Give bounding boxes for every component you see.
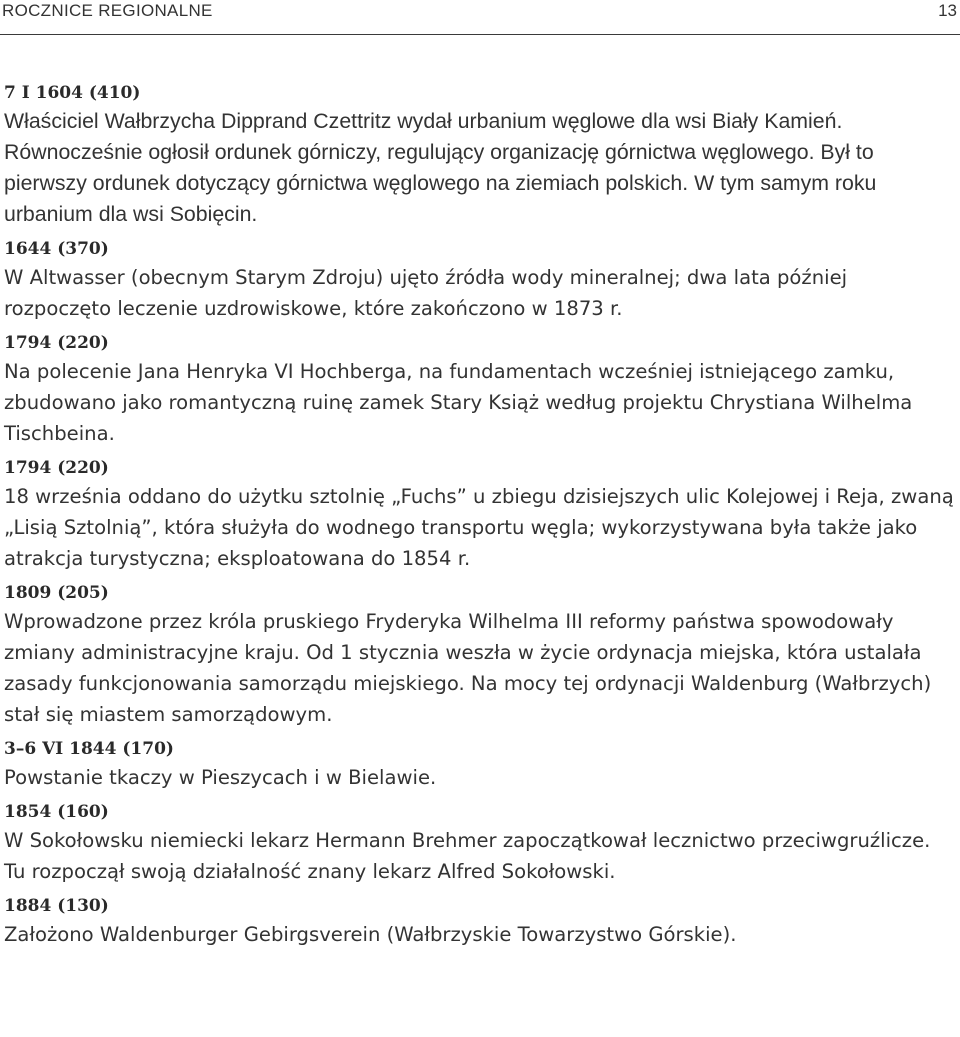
entry-1794-castle [4, 330, 956, 449]
entry-text: Wprowadzone przez króla pruskiego Fryderyka Wilhelma III reformy państwa spowodowały zmiany administracyjne kraju. Od 1 stycznia weszła w życie ordynacja miejska, która ustalała zasady funkcjonowania samorządu miejskiego. Na mocy tej ordynacji Waldenburg (Wałbrzych) stał się miastem samorządowym. [4, 610, 932, 726]
page-number: 13 [938, 1, 957, 20]
entry-text: 18 września oddano do użytku sztolnię „Fuchs” u zbiegu dzisiejszych ulic Kolejowej i Reja, zwaną „Lisią Sztolnią”, która służyła do wodnego transportu węgla; wykorzystywana była także jako atrakcja turystyczna; eksploatowana do 1854 r. [4, 485, 954, 570]
entry-1884 [4, 893, 956, 950]
entry-text: Właściciel Wałbrzycha Dipprand Czettritz wydał urbanium węglowe dla wsi Biały Kamień. Równocześnie ogłosił ordunek górniczy, regulujący organizację górnictwa węglowego. Był to pierwszy ordunek dotyczący górnictwa węglowego na ziemiach polskich. W tym samym roku urbanium dla wsi Sobięcin. [4, 109, 877, 226]
entry-date: 1809 (205) [4, 583, 109, 603]
entry-date: 1644 (370) [4, 239, 109, 259]
entry-date: 1794 (220) [4, 458, 109, 478]
anniversary-list [4, 80, 956, 956]
entry-date: 3–6 VI 1844 (170) [4, 739, 174, 759]
entry-date: 7 I 1604 (410) [4, 83, 141, 103]
entry-text: W Sokołowsku niemiecki lekarz Hermann Brehmer zapoczątkował lecznictwo przeciwgruźlicze. Tu rozpoczął swoją działalność znany lekarz Alfred Sokołowski. [4, 829, 931, 883]
entry-date: 1854 (160) [4, 802, 109, 822]
entry-text: Założono Waldenburger Gebirgsverein (Wałbrzyskie Towarzystwo Górskie). [4, 923, 737, 946]
entry-1644 [4, 236, 956, 324]
entry-date: 1794 (220) [4, 333, 109, 353]
entry-1854 [4, 799, 956, 887]
entry-text: Na polecenie Jana Henryka VI Hochberga, na fundamentach wcześniej istniejącego zamku, zbudowano jako romantyczną ruinę zamek Stary Książ według projektu Chrystiana Wilhelma Tischbeina. [4, 360, 913, 445]
entry-text: W Altwasser (obecnym Starym Zdroju) ujęto źródła wody mineralnej; dwa lata później rozpoczęto leczenie uzdrowiskowe, które zakończono w 1873 r. [4, 266, 848, 320]
page-header [0, 0, 960, 35]
entry-text: Powstanie tkaczy w Pieszycach i w Bielawie. [4, 766, 437, 789]
entry-1809 [4, 580, 956, 730]
entry-1794-adit [4, 455, 956, 574]
running-title: ROCZNICE REGIONALNE [2, 1, 213, 20]
entry-1604 [4, 80, 956, 230]
entry-date: 1884 (130) [4, 896, 109, 916]
entry-1844 [4, 736, 956, 793]
